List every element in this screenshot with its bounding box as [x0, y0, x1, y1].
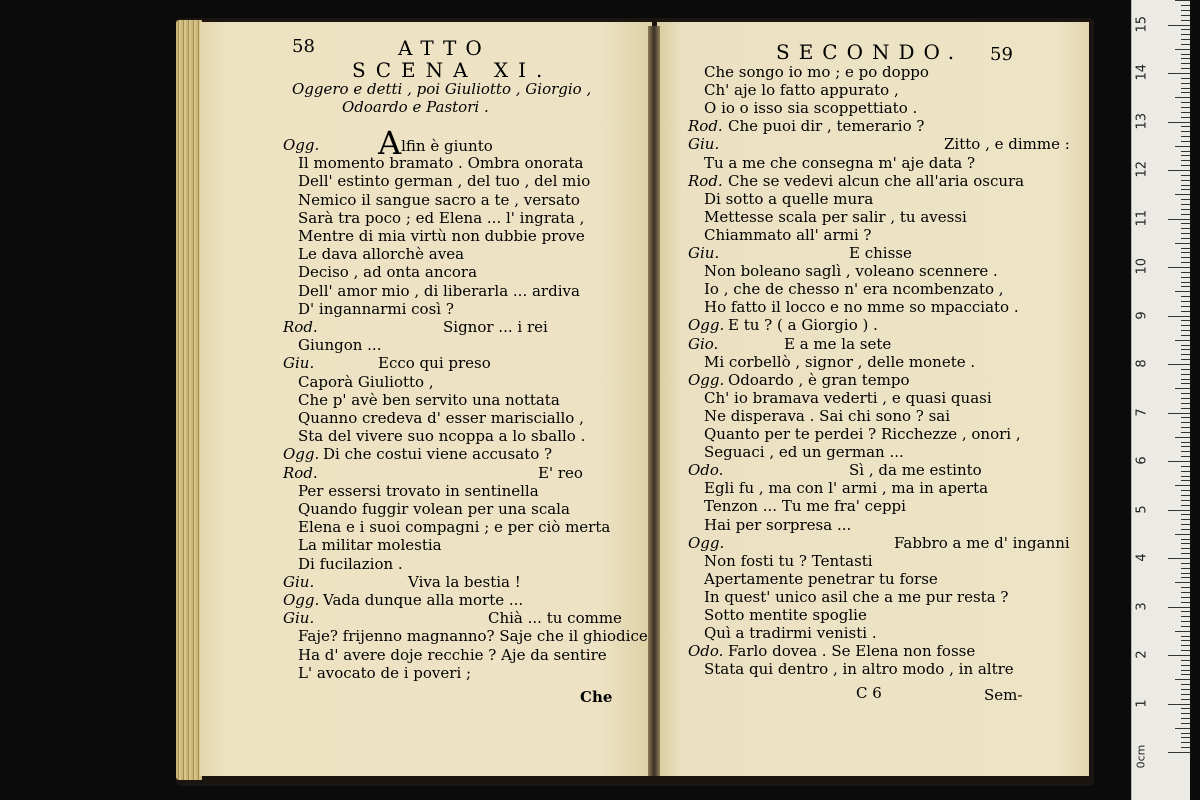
ruler-tick [1181, 548, 1190, 549]
ruler-tick [1168, 752, 1190, 753]
speaker-label: Giu. [688, 135, 720, 154]
ruler-tick [1181, 636, 1190, 637]
ruler-tick [1181, 39, 1190, 40]
ruler-tick [1181, 34, 1190, 35]
ruler-tick [1175, 582, 1190, 583]
ruler-tick [1181, 180, 1190, 181]
ruler-tick [1181, 689, 1190, 690]
ruler-tick [1181, 92, 1190, 93]
speaker-label: Ogg. [283, 591, 320, 609]
ruler-tick [1181, 306, 1190, 307]
ruler-tick [1175, 534, 1190, 535]
ruler-number: 5 [1134, 504, 1150, 514]
ruler-tick [1181, 723, 1190, 724]
verse-line: Che puoi dir , temerario ? [728, 117, 925, 136]
ruler-tick [1181, 568, 1190, 569]
verse-line: Che se vedevi alcun che all'aria oscura [728, 171, 1025, 190]
ruler-tick [1181, 238, 1190, 239]
ruler-tick [1181, 325, 1190, 326]
ruler-tick [1181, 155, 1190, 156]
ruler-tick [1181, 621, 1190, 622]
book-gutter [648, 26, 660, 776]
ruler-tick [1181, 640, 1190, 641]
verse-line: Hai per sorpresa ... [704, 515, 852, 534]
ruler-tick [1181, 141, 1190, 142]
ruler-tick [1181, 58, 1190, 59]
verse-line: Signor ... i rei [443, 318, 548, 336]
ruler-tick [1181, 505, 1190, 506]
ruler-tick [1168, 316, 1190, 317]
verse-line: Apertamente penetrar tu forse [704, 569, 938, 588]
ruler-tick [1181, 286, 1190, 287]
verse-line: E tu ? ( a Giorgio ) . [728, 316, 878, 335]
ruler-tick [1181, 446, 1190, 447]
ruler-tick [1175, 485, 1190, 486]
ruler-tick [1181, 131, 1190, 132]
verse-line: Non boleano saglì , voleano scennere . [704, 262, 998, 281]
speaker-label: Ogg. [283, 136, 320, 154]
ruler-tick [1168, 607, 1190, 608]
verse-line: Seguaci , ed un german ... [704, 443, 904, 462]
verse-line: Sotto mentite spoglie [704, 606, 867, 624]
verse-line: Caporà Giuliotto , [298, 372, 434, 391]
ruler-tick [1181, 5, 1190, 6]
verse-line: E a me la sete [784, 334, 892, 353]
ruler-tick [1181, 15, 1190, 16]
ruler-tick [1181, 466, 1190, 467]
left-page-number: 58 [292, 36, 315, 57]
ruler-tick [1181, 592, 1190, 593]
verse-line: Di sotto a quelle mura [704, 189, 874, 208]
verse-line: Ne disperava . Sai chi sono ? sai [704, 406, 951, 425]
scene-title: SCENA XI. [352, 58, 553, 82]
verse-line: Mettesse scala per salir , tu avessi [704, 207, 967, 226]
right-catchword: Sem- [984, 686, 1023, 704]
ruler-number: 1 [1134, 698, 1150, 708]
ruler-number: 4 [1134, 553, 1150, 562]
verse-line [378, 124, 493, 162]
verse-line: Farlo dovea . Se Elena non fosse [728, 642, 976, 661]
verse-line: Quanto per te perdei ? Ricchezze , onori , [704, 425, 1021, 443]
ruler-tick [1181, 587, 1190, 588]
speaker-label: Ogg. [688, 533, 725, 552]
ruler-tick [1181, 277, 1190, 278]
ruler-tick [1181, 112, 1190, 113]
ruler-number: 6 [1134, 456, 1150, 465]
ruler-tick [1181, 670, 1190, 671]
verse-line: Di fucilazion . [298, 554, 403, 573]
ruler-tick [1181, 408, 1190, 409]
speaker-label: Ogg. [688, 370, 725, 389]
ruler-tick [1181, 524, 1190, 525]
verse-line: Quando fuggir volean per una scala [298, 500, 570, 518]
ruler-tick [1181, 708, 1190, 709]
ruler-tick [1181, 102, 1190, 103]
ruler-tick [1175, 631, 1190, 632]
ruler-tick [1181, 718, 1190, 719]
verse-line: In quest' unico asil che a me pur resta ? [704, 587, 1009, 606]
ruler-tick [1181, 107, 1190, 108]
ruler-tick [1181, 349, 1190, 350]
verse-line: L' avocato de i poveri ; [298, 663, 472, 682]
ruler-tick [1181, 403, 1190, 404]
ruler-tick [1181, 165, 1190, 166]
ruler-tick [1181, 563, 1190, 564]
ruler-tick [1168, 461, 1190, 462]
ruler-tick [1168, 655, 1190, 656]
left-catchword: Che [580, 688, 613, 706]
ruler-tick [1181, 83, 1190, 84]
ruler-tick [1181, 204, 1190, 205]
verse-line: Odoardo , è gran tempo [728, 370, 910, 389]
ruler-tick [1181, 214, 1190, 215]
ruler-tick [1181, 383, 1190, 384]
ruler-tick [1181, 626, 1190, 627]
speaker-label: Rod. [688, 117, 723, 136]
ruler-tick [1181, 29, 1190, 30]
ruler-tick [1181, 374, 1190, 375]
ruler-number: 14 [1134, 63, 1150, 81]
ruler-tick [1181, 577, 1190, 578]
ruler-tick [1181, 495, 1190, 496]
ruler-tick [1168, 25, 1190, 26]
ruler-tick [1181, 44, 1190, 45]
speaker-label: Ogg. [688, 316, 725, 335]
ruler-tick [1168, 558, 1190, 559]
speaker-label: Giu. [688, 244, 720, 262]
ruler-tick [1181, 63, 1190, 64]
ruler-tick [1181, 616, 1190, 617]
ruler-tick [1175, 146, 1190, 147]
ruler-tick [1181, 737, 1190, 738]
verse-line: Io , che de chesso n' era ncombenzato , [704, 280, 1004, 299]
ruler-tick [1175, 97, 1190, 98]
verse-line: Di che costui viene accusato ? [323, 445, 553, 464]
ruler-tick [1181, 747, 1190, 748]
ruler-tick [1181, 136, 1190, 137]
ruler-tick [1181, 650, 1190, 651]
verse-line: Giungon ... [298, 336, 382, 355]
ruler-tick [1175, 243, 1190, 244]
ruler-tick [1181, 543, 1190, 544]
ruler-tick [1175, 388, 1190, 389]
ruler-tick [1181, 335, 1190, 336]
verse-line: Mentre di mia virtù non dubbie prove [298, 227, 585, 245]
verse-line: Viva la bestia ! [408, 572, 521, 591]
ruler-tick [1175, 679, 1190, 680]
ruler-tick [1181, 393, 1190, 394]
ruler-tick [1181, 733, 1190, 734]
verse-line: Chià ... tu comme [488, 609, 622, 628]
verse-line: Stata qui dentro , in altro modo , in altre [704, 660, 1014, 679]
verse-line: Fabbro a me d' inganni [894, 533, 1070, 552]
ruler-tick [1181, 175, 1190, 176]
ruler-tick [1181, 185, 1190, 186]
verse-line: Sì , da me estinto [849, 461, 982, 480]
scene-subtitle-2: Odoardo e Pastori . [342, 98, 489, 116]
ruler-tick [1181, 699, 1190, 700]
verse-line: Sta del vivere suo ncoppa a lo sballo . [298, 427, 586, 446]
ruler-tick [1181, 282, 1190, 283]
ruler-number: 7 [1134, 407, 1150, 417]
verse-line: Che songo io mo ; e po doppo [704, 63, 929, 81]
ruler-number: 8 [1134, 359, 1150, 368]
verse-line: Egli fu , ma con l' armi , ma in aperta [704, 479, 989, 498]
ruler-tick [1168, 122, 1190, 123]
ruler-tick [1168, 704, 1190, 705]
ruler-tick [1181, 359, 1190, 360]
verse-line: Per essersi trovato in sentinella [298, 481, 539, 500]
verse-line: La militar molestia [298, 536, 442, 555]
speaker-label: Rod. [688, 171, 723, 190]
ruler-tick [1181, 78, 1190, 79]
verse-line: Zitto , e dimme : [944, 135, 1070, 154]
verse-line: Mi corbellò , signor , delle monete . [704, 352, 976, 371]
ruler-tick [1181, 514, 1190, 515]
ruler-tick [1181, 354, 1190, 355]
ruler-tick [1181, 684, 1190, 685]
ruler-tick [1181, 597, 1190, 598]
verse-line: Tu a me che consegna m' aje data ? [704, 153, 976, 172]
ruler-tick [1181, 88, 1190, 89]
ruler-number: 2 [1134, 650, 1150, 659]
signature-mark: C 6 [856, 684, 882, 702]
ruler-tick [1175, 728, 1190, 729]
ruler-tick [1181, 330, 1190, 331]
ruler-number: 10 [1134, 257, 1150, 275]
ruler-tick [1181, 223, 1190, 224]
ruler-tick [1181, 345, 1190, 346]
verse-line: Che p' avè ben servito una nottata [298, 390, 560, 409]
verse-line: Chiammato all' armi ? [704, 225, 872, 244]
verse-line: Ch' aje lo fatto appurato , [704, 81, 899, 100]
ruler-number: 11 [1134, 209, 1150, 226]
ruler-tick [1181, 432, 1190, 433]
verse-line: Ha d' avere doje recchie ? Aje da sentire [298, 645, 607, 664]
ruler-tick [1181, 320, 1190, 321]
drop-cap-rest: lfin è giunto [401, 137, 493, 155]
ruler-number: 13 [1134, 112, 1150, 129]
speaker-label: Gio. [688, 334, 719, 353]
ruler-tick [1175, 49, 1190, 50]
drop-cap: A [378, 124, 402, 162]
ruler-tick [1181, 160, 1190, 161]
ruler-tick [1181, 456, 1190, 457]
ruler-tick [1181, 248, 1190, 249]
verse-line: Le dava allorchè avea [298, 245, 465, 264]
ruler-tick [1181, 272, 1190, 273]
ruler-tick [1181, 471, 1190, 472]
ruler-tick [1181, 480, 1190, 481]
ruler-tick [1181, 262, 1190, 263]
ruler-tick [1175, 194, 1190, 195]
ruler-tick [1181, 611, 1190, 612]
ruler-tick [1181, 369, 1190, 370]
ruler-tick [1181, 476, 1190, 477]
ruler-tick [1181, 20, 1190, 21]
ruler-tick [1181, 68, 1190, 69]
verse-line: Tenzon ... Tu me fra' ceppi [704, 497, 906, 516]
verse-line: Ecco qui preso [378, 354, 491, 373]
ruler-tick [1181, 257, 1190, 258]
ruler-tick [1168, 364, 1190, 365]
ruler-tick [1168, 73, 1190, 74]
verse-line: Il momento bramato . Ombra onorata [298, 154, 584, 173]
speaker-label: Giu. [283, 609, 315, 628]
ruler-tick [1181, 602, 1190, 603]
ruler-tick [1181, 228, 1190, 229]
right-running-head: SECONDO. [776, 40, 964, 64]
ruler-tick [1181, 379, 1190, 380]
ruler-tick [1181, 674, 1190, 675]
ruler-tick [1181, 151, 1190, 152]
speaker-label: Odo. [688, 642, 724, 661]
verse-line: Quì a tradirmi venisti . [704, 624, 877, 643]
ruler-tick [1181, 417, 1190, 418]
verse-line: Elena e i suoi compagni ; e per ciò merta [298, 518, 611, 537]
speaker-label: Rod. [283, 318, 318, 336]
ruler-tick [1181, 573, 1190, 574]
ruler-tick [1181, 10, 1190, 11]
ruler-tick [1181, 233, 1190, 234]
ruler-tick [1181, 529, 1190, 530]
verse-line: D' ingannarmi così ? [298, 299, 454, 318]
ruler-tick [1181, 54, 1190, 55]
verse-line: Sarà tra poco ; ed Elena ... l' ingrata , [298, 208, 585, 227]
verse-line: Quanno credeva d' esser marisciallo , [298, 409, 584, 427]
speaker-label: Ogg. [283, 445, 320, 464]
ruler-tick [1181, 665, 1190, 666]
ruler-number: 9 [1134, 310, 1150, 320]
ruler-tick [1181, 301, 1190, 302]
verse-line: Ch' io bramava vederti , e quasi quasi [704, 388, 992, 407]
ruler-tick [1181, 451, 1190, 452]
ruler-tick [1181, 398, 1190, 399]
ruler-tick [1181, 660, 1190, 661]
verse-line: Ho fatto il locco e no mme so mpacciato . [704, 298, 1019, 317]
ruler-tick [1181, 422, 1190, 423]
speaker-label: Odo. [688, 461, 724, 480]
scene-subtitle-1: Oggero e detti , poi Giuliotto , Giorgio , [292, 80, 592, 98]
ruler-tick [1168, 170, 1190, 171]
measuring-ruler [1131, 0, 1190, 800]
ruler-tick [1181, 500, 1190, 501]
ruler-unit: 0cm [1134, 744, 1148, 769]
ruler-tick [1175, 0, 1190, 1]
ruler-tick [1181, 694, 1190, 695]
ruler-tick [1181, 311, 1190, 312]
ruler-tick [1168, 219, 1190, 220]
verse-line: Nemico il sangue sacro a te , versato [298, 190, 580, 209]
ruler-tick [1175, 340, 1190, 341]
ruler-tick [1181, 490, 1190, 491]
ruler-tick [1181, 117, 1190, 118]
ruler-tick [1181, 296, 1190, 297]
right-page-number: 59 [990, 44, 1013, 65]
verse-line: E' reo [538, 463, 583, 482]
verse-line: Dell' estinto german , del tuo , del mio [298, 172, 591, 191]
ruler-tick [1181, 199, 1190, 200]
verse-line: Vada dunque alla morte ... [323, 591, 524, 609]
ruler-tick [1175, 437, 1190, 438]
verse-line: Faje? frijenno magnanno? Saje che il ghiodice [298, 627, 648, 646]
verse-line: Dell' amor mio , di liberarla ... ardiva [298, 281, 580, 300]
ruler-tick [1181, 427, 1190, 428]
ruler-tick [1181, 645, 1190, 646]
left-running-head: ATTO [398, 36, 491, 60]
page-edges [176, 20, 202, 780]
speaker-label: Giu. [283, 572, 315, 591]
ruler-number: 3 [1134, 601, 1150, 611]
ruler-tick [1181, 713, 1190, 714]
speaker-label: Rod. [283, 463, 318, 482]
verse-line: Non fosti tu ? Tentasti [704, 551, 873, 570]
ruler-tick [1181, 539, 1190, 540]
ruler-tick [1181, 442, 1190, 443]
ruler-tick [1181, 553, 1190, 554]
ruler-tick [1168, 413, 1190, 414]
ruler-tick [1181, 209, 1190, 210]
ruler-tick [1181, 742, 1190, 743]
verse-line: Deciso , ad onta ancora [298, 263, 478, 282]
speaker-label: Giu. [283, 354, 315, 373]
ruler-tick [1181, 519, 1190, 520]
ruler-tick [1181, 252, 1190, 253]
ruler-number: 15 [1134, 15, 1150, 32]
ruler-tick [1168, 267, 1190, 268]
ruler-tick [1175, 291, 1190, 292]
ruler-tick [1168, 510, 1190, 511]
ruler-tick [1181, 126, 1190, 127]
ruler-tick [1181, 189, 1190, 190]
ruler-number: 12 [1134, 160, 1150, 178]
verse-line: E chisse [849, 244, 912, 262]
verse-line: O io o isso sia scoppettiato . [704, 99, 918, 118]
